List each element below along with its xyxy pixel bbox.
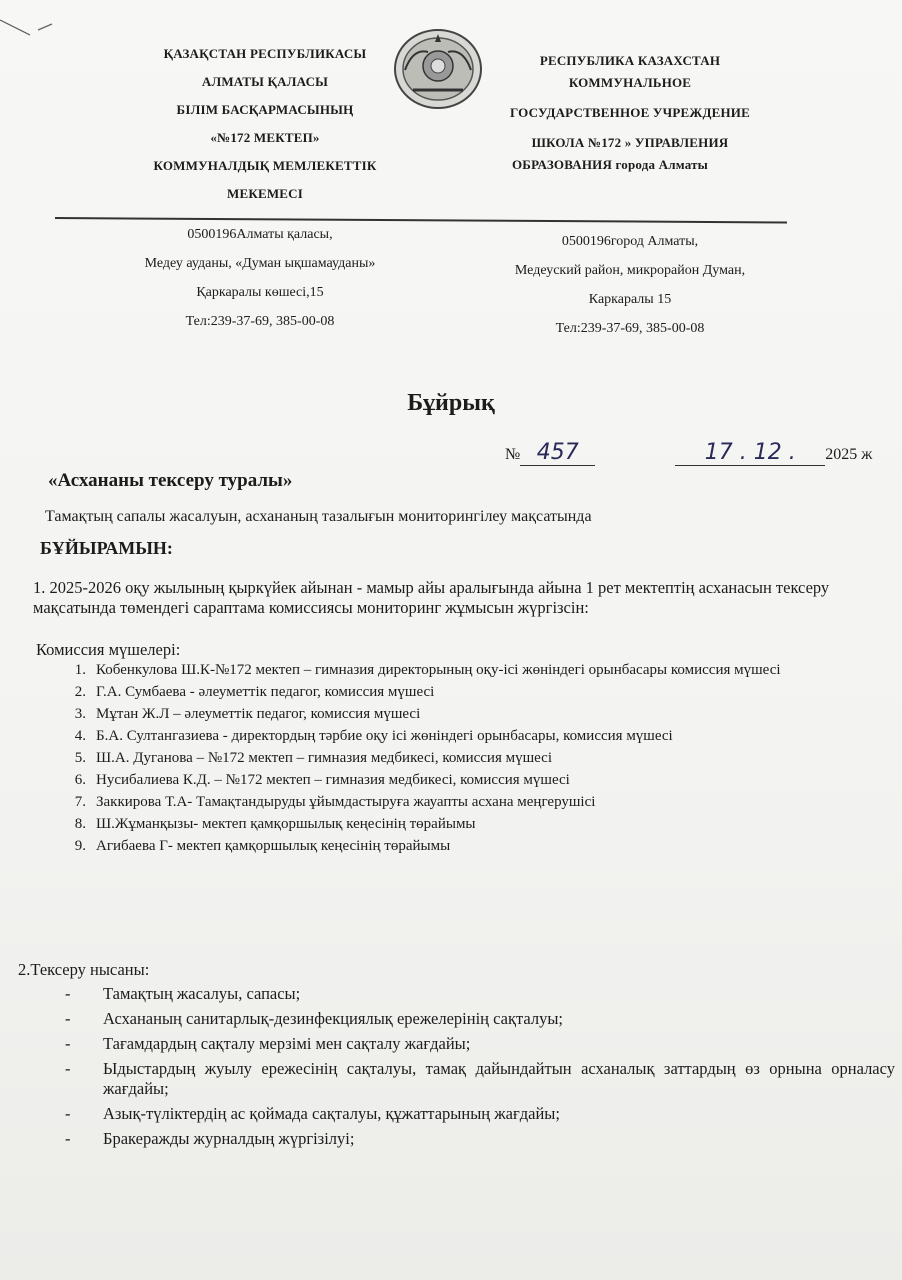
- header-kazakh-line: МЕКЕМЕСІ: [226, 186, 304, 201]
- state-emblem-icon: [393, 28, 483, 110]
- header-kazakh-line: КОММУНАЛДЫҚ МЕМЛЕКЕТТІК: [153, 158, 377, 173]
- order-year: 2025 ж: [825, 446, 873, 463]
- header-russian-line: РЕСПУБЛИКА КАЗАХСТАН: [539, 53, 721, 68]
- list-item: - Азық-түліктердің ас қоймада сақталуы, құжаттарының жағдайы;: [65, 1104, 560, 1123]
- list-item: 5. Ш.А. Дуганова – №172 мектеп – гимназия медбикесі, комиссия мүшесі: [74, 750, 552, 766]
- list-item: 9. Агибаева Г- мектеп қамқоршылық кеңесінің төрайымы: [74, 838, 451, 854]
- header-russian-line: КОММУНАЛЬНОЕ: [568, 75, 692, 90]
- order-number-date: [505, 440, 872, 466]
- order-purpose: Тамақтың сапалы жасалуын, асхананың тазалығын мониторингілеу мақсатында: [45, 508, 592, 525]
- order-number: 457: [536, 440, 579, 465]
- header-kazakh-line: БІЛІМ БАСҚАРМАСЫНЫҢ: [176, 102, 354, 117]
- list-item: 1. Кобенкулова Ш.К-№172 мектеп – гимназия директорының оқу-ісі жөніндегі орынбасары комиссия мүшесі: [74, 662, 781, 678]
- header-kazakh-line: ҚАЗАҚСТАН РЕСПУБЛИКАСЫ: [163, 46, 367, 61]
- header-kazakh: [130, 40, 400, 208]
- section-2-title: 2.Тексеру нысаны:: [18, 960, 150, 979]
- address-line: 0500196город Алматы,: [561, 234, 699, 249]
- address-line: Медеуский район, микрорайон Думан,: [514, 263, 746, 278]
- header-russian-line: ОБРАЗОВАНИЯ города Алматы: [511, 157, 709, 172]
- address-line: Каркаралы 15: [588, 292, 672, 307]
- address-line: Тел:239-37-69, 385-00-08: [555, 321, 705, 336]
- pen-mark-icon: [0, 0, 120, 50]
- commission-members-list: [30, 662, 890, 860]
- order-subject: «Асхананы тексеру туралы»: [48, 470, 293, 491]
- address-line: Қаркаралы көшесі,15: [196, 285, 324, 300]
- order-title: Бұйрық: [407, 390, 495, 416]
- header-kazakh-line: АЛМАТЫ ҚАЛАСЫ: [201, 74, 329, 89]
- list-item: 7. Заккирова Т.А- Тамақтандыруды ұйымдастыруға жауапты асхана меңгерушісі: [74, 794, 596, 810]
- order-number-prefix: №: [505, 446, 521, 463]
- header-russian-line: ШКОЛА №172 » УПРАВЛЕНИЯ: [531, 135, 729, 150]
- list-item: - Тағамдардың сақталу мерзімі мен сақталу жағдайы;: [65, 1034, 471, 1053]
- list-item: 8. Ш.Жұманқызы- мектеп қамқоршылық кеңесінің төрайымы: [74, 816, 476, 832]
- list-item: - Асхананың санитарлық-дезинфекциялық ережелерінің сақталуы;: [65, 1009, 564, 1028]
- decree-heading: БҰЙЫРАМЫН:: [40, 538, 173, 558]
- commission-label: Комиссия мүшелері:: [36, 640, 181, 659]
- address-line: 0500196Алматы қаласы,: [187, 227, 333, 242]
- list-item: 3. Мұтан Ж.Л – әлеуметтік педагог, комиссия мүшесі: [74, 706, 421, 722]
- point-1: 1. 2025-2026 оқу жылының қыркүйек айынан - мамыр айы аралығында айына 1 рет мектептің асханасын тексеру мақсатында төмендегі сараптама комиссиясы мониторинг жұмысын жүргізсін:: [33, 578, 830, 617]
- address-line: Медеу ауданы, «Думан ықшамауданы»: [144, 256, 376, 271]
- list-item: 2. Г.А. Сумбаева - әлеуметтік педагог, комиссия мүшесі: [74, 684, 435, 700]
- list-item: 6. Нусибалиева К.Д. – №172 мектеп – гимназия медбикесі, комиссия мүшесі: [74, 772, 570, 788]
- list-item: - Бракеражды журналдың жүргізілуі;: [65, 1129, 355, 1148]
- address-kazakh: [110, 220, 410, 336]
- header-russian-line: ГОСУДАРСТВЕННОЕ УЧРЕЖДЕНИЕ: [509, 105, 750, 120]
- list-item: 4. Б.А. Султангазиева - директордың тәрбие оқу ісі жөніндегі орынбасары, комиссия мүшесі: [74, 728, 673, 744]
- address-line: Тел:239-37-69, 385-00-08: [185, 314, 335, 329]
- inspection-objects-list: [65, 984, 895, 1154]
- header-kazakh-line: «№172 МЕКТЕП»: [210, 130, 320, 145]
- list-item: - Ыдыстардың жуылу ережесінің сақталуы, тамақ дайындайтын асханалық заттардың өз орнына орналасу жағдайы;: [65, 1059, 895, 1098]
- header-russian: [480, 50, 780, 176]
- list-item: - Тамақтың жасалуы, сапасы;: [65, 984, 301, 1003]
- order-date: 17 . 12 .: [704, 440, 796, 465]
- address-russian: [480, 227, 780, 343]
